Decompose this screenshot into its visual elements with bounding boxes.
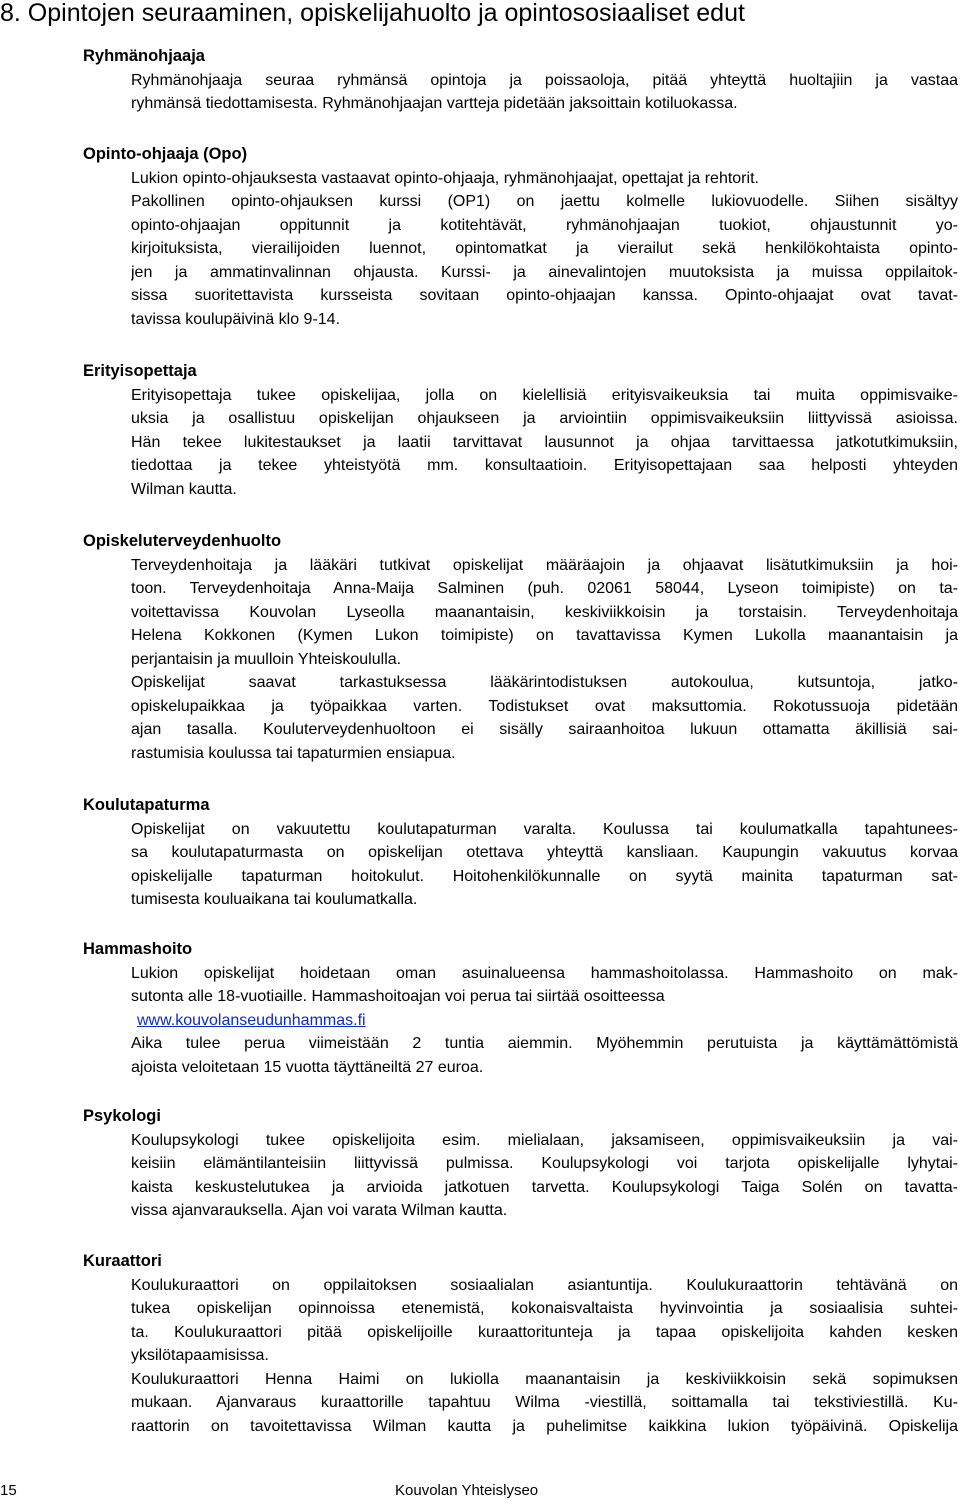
section-hammashoito [83, 938, 958, 1079]
text-line: Erityisopettaja tukee opiskelijaa, jolla on kielellisiä erityisvaikeuksia tai muita oppimisvaike- [131, 386, 958, 404]
text-line: sa koulutapaturmasta on opiskelijan otettava yhteyttä kansliaan. Kaupungin vakuutus korvaa [131, 844, 958, 861]
section-body [131, 384, 958, 502]
text-line: Helena Kokkonen (Kymen Lukon toimipiste) on tavattavissa Kymen Lukolla maanantaisin ja [131, 627, 958, 644]
text-line: Lukion opinto-ohjauksesta vastaavat opinto-ohjaaja, ryhmänohjaajat, opettajat ja rehtorit. [131, 169, 759, 187]
text-line: Opiskelijat on vakuutettu koulutapaturman varalta. Koulussa tai koulumatkalla tapahtunees- [131, 820, 958, 838]
text-line: tavissa koulupäivinä klo 9-14. [131, 310, 341, 328]
section-body [131, 69, 958, 116]
footer-school-name: Kouvolan Yhteislyseo [395, 1482, 539, 1499]
section-heading: Ryhmänohjaaja [83, 47, 205, 65]
text-line: vissa ajanvarauksella. Ajan voi varata Wilman kautta. [131, 1202, 508, 1219]
hammashoito-website-link[interactable]: www.kouvolanseudunhammas.fi [137, 1011, 366, 1029]
section-heading: Kuraattori [83, 1252, 162, 1270]
text-line: mukaan. Ajanvaraus kuraattorille tapahtuu Wilma -viestillä, soittamalla tai tekstiviestillä. Ku- [131, 1394, 958, 1411]
text-line: tukea opiskelijan opinnoissa etenemistä, kokonaisvaltaista hyvinvointia ja sosiaalisia suhtei- [131, 1300, 958, 1317]
text-line: ajan tasalla. Kouluterveydenhuoltoon ei sisälly sairaanhoitoa lukuun ottamatta äkillisiä sai- [131, 721, 958, 738]
text-line: ryhmänsä tiedottamisesta. Ryhmänohjaajan vartteja pidetään jaksoittain kotiluokassa. [131, 95, 738, 112]
text-line: Opiskelijat saavat tarkastuksessa lääkärintodistuksen autokoulua, kutsuntoja, jatko- [131, 674, 958, 691]
text-line: Wilman kautta. [131, 480, 237, 498]
section-body [131, 1274, 958, 1439]
text-line: kirjoituksista, vierailijoiden luennot, opintomatkat ja vierailut sekä henkilökohtaista opinto- [131, 240, 958, 257]
section-heading: Opiskeluterveydenhuolto [83, 532, 282, 550]
text-line: yksilötapaamisissa. [131, 1347, 269, 1364]
text-line: opiskelijalle tapaturman hoitokulut. Hoitohenkilökunnalle on syytä mainita tapaturman sat- [131, 867, 958, 885]
text-line: rastumisia koulussa tai tapaturmien ensiapua. [131, 744, 456, 762]
text-line [131, 1009, 958, 1033]
section-koulutapaturma [83, 794, 958, 912]
text-line: ajoista veloitetaan 15 vuotta täyttäneiltä 27 euroa. [131, 1058, 484, 1076]
section-heading: Opinto-ohjaaja (Opo) [83, 145, 248, 163]
text-line: kaista keskustelutukea ja arvioida jatkotuen tarvetta. Koulupsykologi Taiga Solén on tavatta- [131, 1178, 958, 1196]
text-line: Pakollinen opinto-ohjauksen kurssi (OP1) on jaettu kolmelle lukiovuodelle. Siihen sisältyy [131, 193, 958, 210]
section-ryhmanohjaaja [83, 45, 958, 116]
text-line: tiedottaa ja tekee yhteistyötä mm. konsultaatioin. Erityisopettajaan saa helposti yhteyden [131, 457, 958, 474]
text-line: uksia ja osallistuu opiskelijan ohjaukseen ja arviointiin oppimisvaikeuksiin liittyvissä asioissa. [131, 410, 958, 427]
text-line: opinto-ohjaajan oppitunnit ja kotitehtävät, ryhmänohjaajan tuokiot, ohjaustunnit yo- [131, 216, 958, 234]
text-line: Koulukuraattori on oppilaitoksen sosiaalialan asiantuntija. Koulukuraattorin tehtävänä on [131, 1276, 958, 1294]
text-line: Aika tulee perua viimeistään 2 tuntia aiemmin. Myöhemmin perutuista ja käyttämättömistä [131, 1035, 958, 1052]
footer-page-number: 15 [0, 1482, 17, 1499]
section-body [131, 818, 958, 912]
section-body [131, 962, 958, 1080]
text-line: raattorin on tavoitettavissa Wilman kautta ja puhelimitse kaikkina lukion työpäivinä. Opiskelija [131, 1417, 958, 1435]
section-heading: Koulutapaturma [83, 796, 210, 814]
page-title: 8. Opintojen seuraaminen, opiskelijahuolto ja opintososiaaliset edut [0, 0, 745, 27]
text-line: sutonta alle 18-vuotiaille. Hammashoitoajan voi perua tai siirtää osoitteessa [131, 988, 665, 1005]
section-body [131, 167, 958, 332]
text-line: jen ja ammatinvalinnan ohjausta. Kurssi- ja ainevalintojen muutoksista ja muissa oppilaitok- [131, 263, 958, 281]
text-line: Terveydenhoitaja ja lääkäri tutkivat opiskelijat määräajoin ja ohjaavat lisätutkimuksiin ja hoi- [131, 556, 958, 574]
section-heading: Hammashoito [83, 940, 193, 958]
text-line: ta. Koulukuraattori pitää opiskelijoille kuraattoritunteja ja tapaa opiskelijoita kahden kesken [131, 1323, 958, 1341]
section-heading: Erityisopettaja [83, 362, 197, 380]
text-line: Koulupsykologi tukee opiskelijoita esim. mielialaan, jaksamiseen, oppimisvaikeuksiin ja vai- [131, 1131, 958, 1149]
text-line: Hän tekee lukitestaukset ja laatii tarvittavat lausunnot ja ohjaa tarvittaessa jatkotutkimuksiin, [131, 433, 958, 451]
section-kuraattori [83, 1250, 958, 1438]
section-body [131, 1129, 958, 1223]
text-line: tumisesta kouluaikana tai koulumatkalla. [131, 891, 418, 908]
text-line: perjantaisin ja muulloin Yhteiskoululla. [131, 650, 402, 668]
text-line: Koulukuraattori Henna Haimi on lukiolla maanantaisin ja keskiviikkoisin sekä sopimuksen [131, 1370, 958, 1388]
section-opinto-ohjaaja [83, 143, 958, 331]
text-line: voitettavissa Kouvolan Lyseolla maanantaisin, keskiviikkoisin ja torstaisin. Terveydenhoitaja [131, 603, 958, 621]
section-opiskeluterveydenhuolto [83, 530, 958, 765]
text-line: opiskelupaikkaa ja työpaikkaa varten. Todistukset ovat maksuttomia. Rokotussuoja pidetään [131, 697, 958, 715]
text-line: keisiin elämäntilanteisiin liittyvissä pulmissa. Koulupsykologi voi tarjota opiskelijalle lyhytai- [131, 1155, 958, 1172]
text-line: toon. Terveydenhoitaja Anna-Maija Salminen (puh. 02061 58044, Lyseon toimipiste) on ta- [131, 580, 958, 597]
section-heading: Psykologi [83, 1107, 161, 1125]
text-line: sissa suoritettavista kursseista sovitaan opinto-ohjaajan kanssa. Opinto-ohjaajat ovat tavat- [131, 287, 958, 304]
text-line: Lukion opiskelijat hoidetaan oman asuinalueensa hammashoitolassa. Hammashoito on mak- [131, 964, 958, 982]
section-psykologi [83, 1105, 958, 1223]
section-body [131, 554, 958, 766]
text-line: Ryhmänohjaaja seuraa ryhmänsä opintoja ja poissaoloja, pitää yhteyttä huoltajiin ja vastaa [131, 71, 958, 89]
section-erityisopettaja [83, 360, 958, 501]
